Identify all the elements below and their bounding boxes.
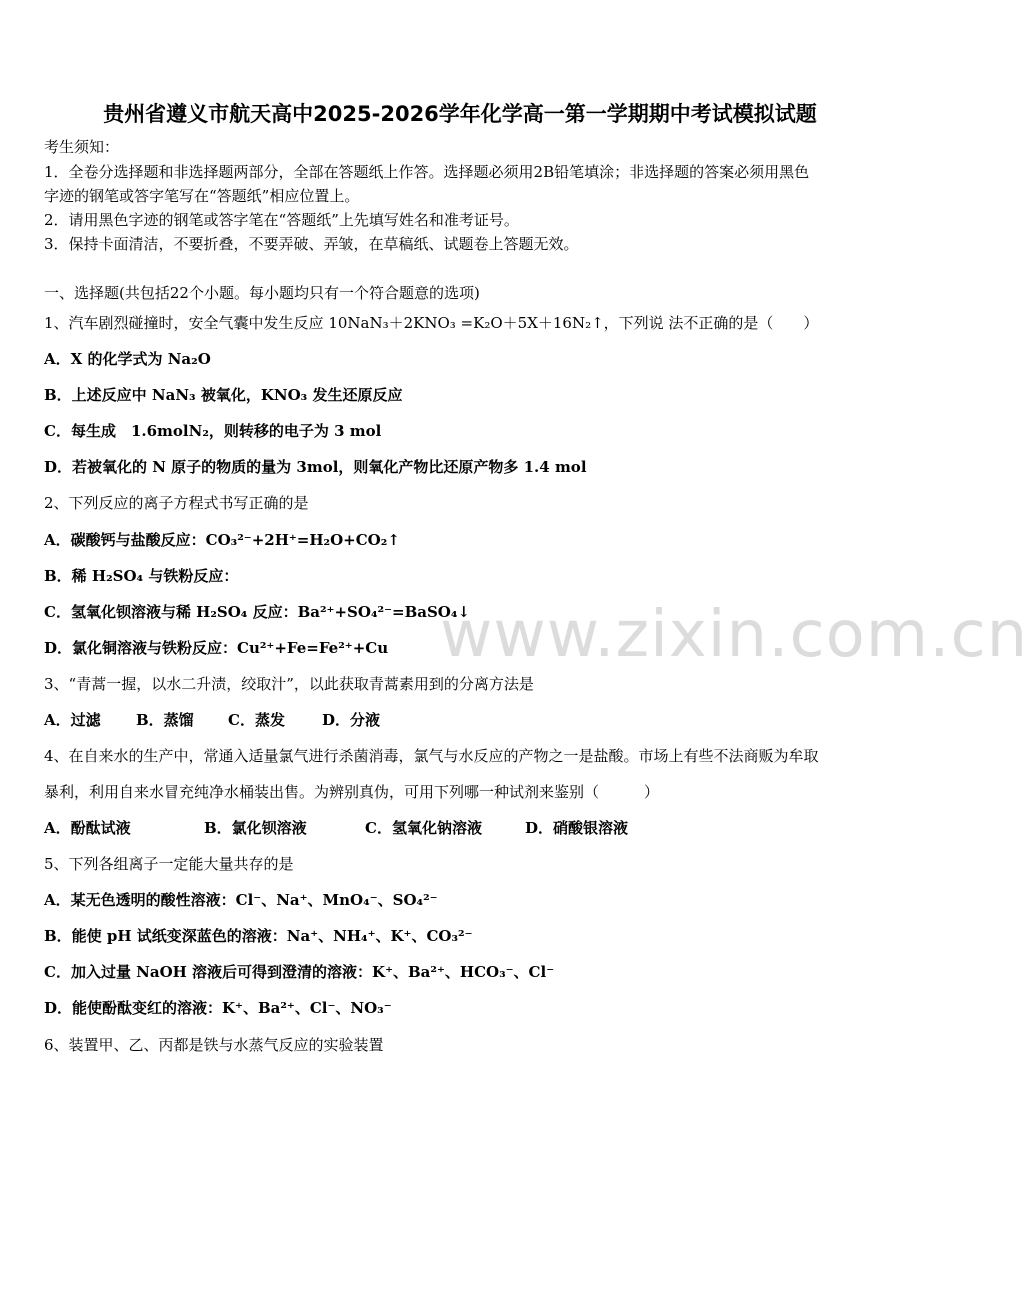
question-3-option-d: D．分液 <box>322 711 381 729</box>
question-4-option-c: C．氢氧化钠溶液 <box>365 819 482 837</box>
question-5-option-b: B．能使 pH 试纸变深蓝色的溶液：Na⁺、NH₄⁺、K⁺、CO₃²⁻ <box>44 927 473 945</box>
question-2-option-c: C．氢氧化钡溶液与稀 H₂SO₄ 反应：Ba²⁺+SO₄²⁻=BaSO₄↓ <box>44 603 471 621</box>
question-2-option-d: D．氯化铜溶液与铁粉反应：Cu²⁺+Fe=Fe²⁺+Cu <box>44 639 389 657</box>
watermark: www.zixin.com.cn <box>440 598 1028 672</box>
question-2-stem: 2、下列反应的离子方程式书写正确的是 <box>44 494 309 512</box>
question-5-option-c: C．加入过量 NaOH 溶液后可得到澄清的溶液：K⁺、Ba²⁺、HCO₃⁻、Cl⁻ <box>44 963 555 981</box>
question-2-option-a: A．碳酸钙与盐酸反应：CO₃²⁻+2H⁺=H₂O+CO₂↑ <box>44 531 400 549</box>
page-title: 贵州省遵义市航天高中2025-2026学年化学高一第一学期期中考试模拟试题 <box>103 102 817 126</box>
question-4-option-d: D．硝酸银溶液 <box>525 819 629 837</box>
question-4-option-b: B．氯化钡溶液 <box>204 819 307 837</box>
question-5-stem: 5、下列各组离子一定能大量共存的是 <box>44 855 294 873</box>
question-1-stem: 1、汽车剧烈碰撞时，安全气囊中发生反应 10NaN₃＋2KNO₃ =K₂O＋5X＋16N₂↑，下列说 法不正确的是（ ） <box>44 314 819 332</box>
question-2-option-b: B．稀 H₂SO₄ 与铁粉反应： <box>44 567 239 585</box>
question-1-option-d: D．若被氧化的 N 原子的物质的量为 3mol，则氧化产物比还原产物多 1.4 mol <box>44 458 587 476</box>
question-1-option-b: B．上述反应中 NaN₃ 被氧化，KNO₃ 发生还原反应 <box>44 386 403 404</box>
notice-item-1b: 字迹的钢笔或答字笔写在“答题纸”相应位置上。 <box>44 187 360 205</box>
question-3-option-b: B．蒸馏 <box>136 711 194 729</box>
question-3-option-c: C．蒸发 <box>228 711 285 729</box>
question-1-option-c: C．每生成 1.6molN₂，则转移的电子为 3 mol <box>44 422 382 440</box>
section-heading: 一、选择题(共包括22个小题。每小题均只有一个符合题意的选项) <box>44 284 480 302</box>
question-5-option-d: D．能使酚酞变红的溶液：K⁺、Ba²⁺、Cl⁻、NO₃⁻ <box>44 999 392 1017</box>
question-4-option-a: A．酚酞试液 <box>44 819 131 837</box>
notice-item-2: 2．请用黑色字迹的钢笔或答字笔在“答题纸”上先填写姓名和准考证号。 <box>44 211 519 229</box>
question-1-option-a: A．X 的化学式为 Na₂O <box>44 350 211 368</box>
notice-item-1a: 1．全卷分选择题和非选择题两部分，全部在答题纸上作答。选择题必须用2B铅笔填涂；非选择题的答案必须用黑色 <box>44 163 810 181</box>
question-3-option-a: A．过滤 <box>44 711 101 729</box>
question-3-options <box>44 710 380 730</box>
question-3-stem: 3、“青蒿一握，以水二升渍，绞取汁”，以此获取青蒿素用到的分离方法是 <box>44 675 534 693</box>
question-4-stem-b: 暴利，利用自来水冒充纯净水桶装出售。为辨别真伪，可用下列哪一种试剂来鉴别（ ） <box>44 783 660 801</box>
question-4-stem-a: 4、在自来水的生产中，常通入适量氯气进行杀菌消毒，氯气与水反应的产物之一是盐酸。市场上有些不法商贩为牟取 <box>44 747 819 765</box>
question-5-option-a: A．某无色透明的酸性溶液：Cl⁻、Na⁺、MnO₄⁻、SO₄²⁻ <box>44 891 438 909</box>
question-6-stem: 6、装置甲、乙、丙都是铁与水蒸气反应的实验装置 <box>44 1036 384 1054</box>
notice-heading: 考生须知： <box>44 138 120 156</box>
notice-item-3: 3．保持卡面清洁，不要折叠，不要弄破、弄皱，在草稿纸、试题卷上答题无效。 <box>44 235 579 253</box>
question-4-options <box>44 818 628 838</box>
